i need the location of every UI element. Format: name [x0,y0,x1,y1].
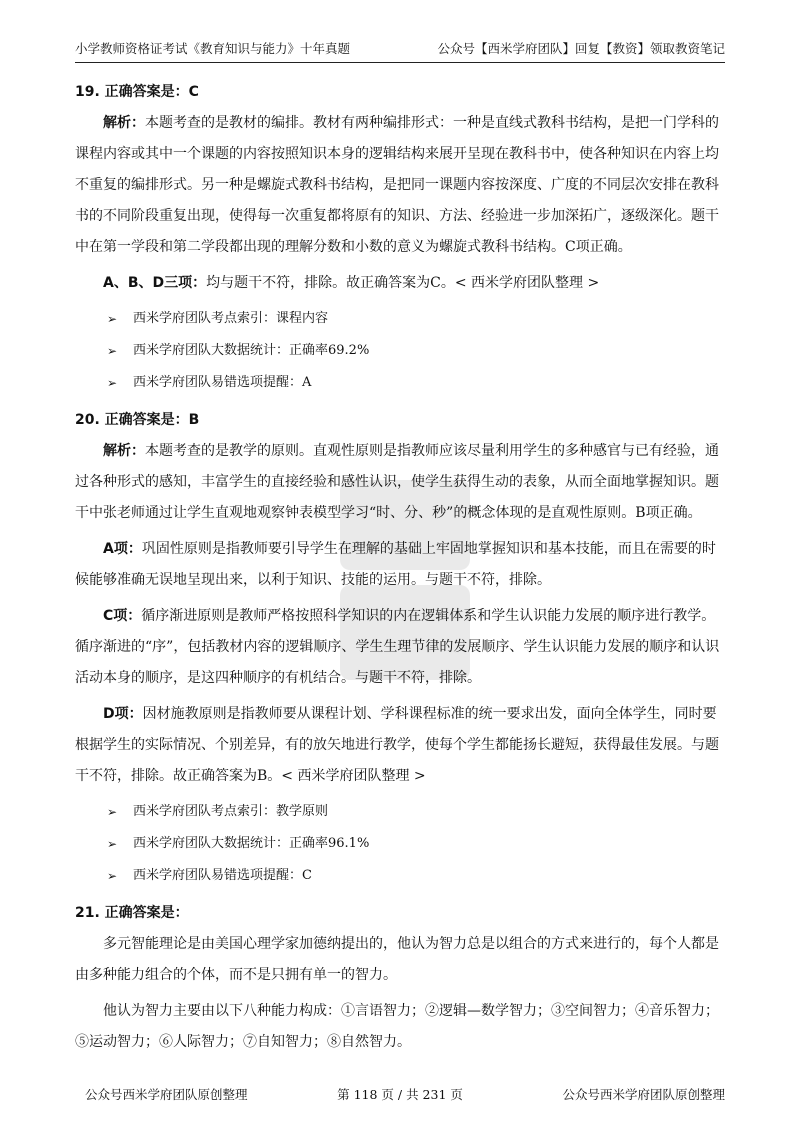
q19-bullet-3: ➢ 西米学府团队易错选项提醒：A [75,368,725,398]
arrow-bullet-icon: ➢ [107,869,118,883]
arrow-bullet-icon: ➢ [107,312,118,326]
q21-para-2: 他认为智力主要由以下八种能力构成：①言语智力；②逻辑—数学智力；③空间智力；④音乐智力；⑤运动智力；⑥人际智力；⑦自知智力；⑧自然智力。 [75,1003,719,1050]
q19-analysis-label: 解析： [103,115,145,131]
q20-bullet-1: ➢ 西米学府团队考点索引：教学原则 [75,797,725,827]
q20-analysis [75,436,725,529]
q20-option-d [75,699,725,792]
q20-bullet-3: ➢ 西米学府团队易错选项提醒：C [75,861,725,891]
q20-d-label: D项： [103,706,143,722]
q19-title: 19. 正确答案是：C [75,84,199,100]
q20-bullet-2: ➢ 西米学府团队大数据统计：正确率96.1% [75,829,725,859]
q19-analysis-text: 本题考查的是教材的编排。教材有两种编排形式：一种是直线式教科书结构，是把一门学科的课程内容或其中一个课题的内容按照知识本身的逻辑结构来展开呈现在教科书中，使各种知识在内容上均不重复的编排形式。另一种是螺旋式教科书结构，是把同一课题内容按深度、广度的不同层次安排在教科书的不同阶段重复出现，使得每一次重复都将原有的知识、方法、经验进一步加深拓广，逐级深化。题干中在第一学段和第二学段都出现的理解分数和小数的意义为螺旋式教科书结构。C项正确。 [75,115,719,255]
q19-abd [75,268,725,299]
q20-a-text: 巩固性原则是指教师要引导学生在理解的基础上牢固地掌握知识和基本技能，而且在需要的时候能够准确无误地呈现出来，以利于知识、技能的运用。与题干不符，排除。 [75,541,716,588]
q20-analysis-label: 解析： [103,443,145,459]
q20-analysis-text: 本题考查的是教学的原则。直观性原则是指教师应该尽量利用学生的多种感官与已有经验，通过各种形式的感知，丰富学生的直接经验和感性认识，使学生获得生动的表象，从而全面地掌握知识。题干中张老师通过让学生直观地观察钟表模型学习“时、分、秒”的概念体现的是直观性原则。B项正确。 [75,443,719,521]
arrow-bullet-icon: ➢ [107,805,118,819]
q21-para-1: 多元智能理论是由美国心理学家加德纳提出的，他认为智力总是以组合的方式来进行的，每个人都是由多种能力组合的个体，而不是只拥有单一的智力。 [75,936,719,983]
q19-abd-label: A、B、D三项： [103,275,207,291]
arrow-bullet-icon: ➢ [107,837,118,851]
arrow-bullet-icon: ➢ [107,376,118,390]
q19-analysis [75,108,725,263]
q21-title: 21. 正确答案是： [75,905,189,921]
q20-d-text: 因材施教原则是指教师要从课程计划、学科课程标准的统一要求出发，面向全体学生，同时要根据学生的实际情况、个别差异，有的放矢地进行教学，使每个学生都能扬长避短，获得最佳发展。与题干不符，排除。故正确答案为B。< 西米学府团队整理 > [75,706,719,784]
q19-abd-text: 均与题干不符，排除。故正确答案为C。< 西米学府团队整理 > [206,275,600,291]
q20-option-c [75,601,725,694]
footer-right: 公众号西米学府团队原创整理 [562,1087,725,1102]
header-promo: 公众号【西米学府团队】回复【教资】领取教资笔记 [437,41,725,56]
page-content [75,78,725,1063]
q20-c-label: C项： [103,608,142,624]
q19-bullet-2: ➢ 西米学府团队大数据统计：正确率69.2% [75,336,725,366]
page-number: 第 118 页 / 共 231 页 [337,1087,463,1102]
q20-a-label: A项： [103,541,142,557]
arrow-bullet-icon: ➢ [107,344,118,358]
q19-bullet-1: ➢ 西米学府团队考点索引：课程内容 [75,304,725,334]
page-header [75,38,725,63]
q20-option-a [75,534,725,596]
q20-title: 20. 正确答案是：B [75,412,200,428]
footer-left: 公众号西米学府团队原创整理 [85,1087,248,1102]
page-footer [75,1084,725,1106]
q20-c-text: 循序渐进原则是教师严格按照科学知识的内在逻辑体系和学生认识能力发展的顺序进行教学。循序渐进的“序”，包括教材内容的逻辑顺序、学生生理节律的发展顺序、学生认识能力发展的顺序和认识活动本身的顺序，是这四种顺序的有机结合。与题干不符，排除。 [75,608,720,686]
header-title: 小学教师资格证考试《教育知识与能力》十年真题 [75,41,351,56]
